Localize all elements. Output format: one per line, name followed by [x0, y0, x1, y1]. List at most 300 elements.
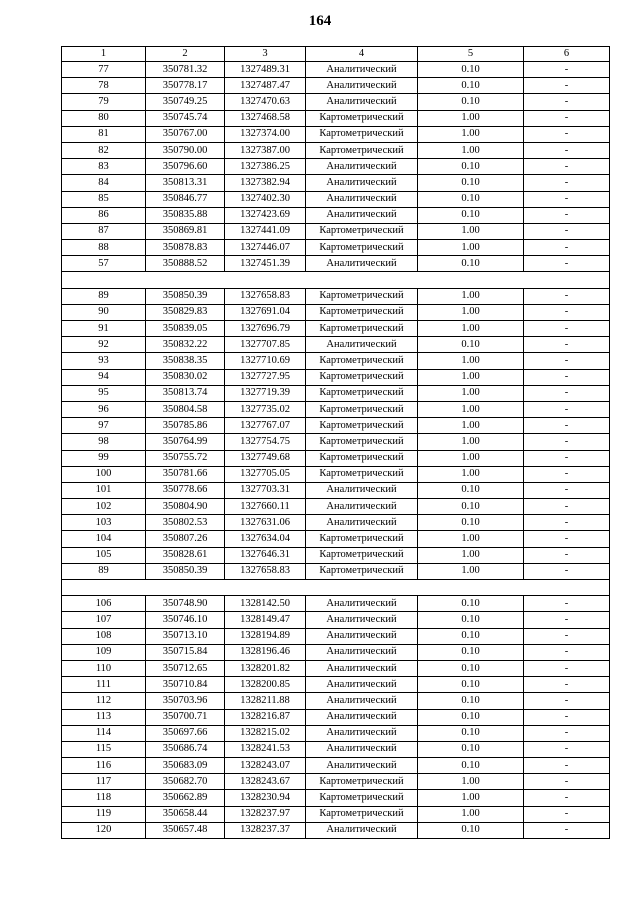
table-row [62, 304, 610, 320]
table-cell: 1.00 [418, 450, 524, 466]
header-cell: 2 [146, 47, 225, 62]
table-row [62, 709, 610, 725]
table-cell: Картометрический [306, 223, 418, 239]
table-cell: 350767.00 [146, 126, 225, 142]
table-cell: Аналитический [306, 159, 418, 175]
table-cell: 1327691.04 [225, 304, 306, 320]
table-cell: 350804.90 [146, 499, 225, 515]
table-cell: 350838.35 [146, 353, 225, 369]
header-cell: 1 [62, 47, 146, 62]
table-cell: 0.10 [418, 62, 524, 78]
table-cell: 1327374.00 [225, 126, 306, 142]
table-cell: 1328243.07 [225, 758, 306, 774]
table-row [62, 401, 610, 417]
table-cell: Картометрический [306, 288, 418, 304]
table-cell: 1328237.37 [225, 822, 306, 838]
table-cell: - [524, 240, 610, 256]
table-cell: Картометрический [306, 466, 418, 482]
table-cell: 1.00 [418, 142, 524, 158]
table-cell: 350755.72 [146, 450, 225, 466]
table-cell: 82 [62, 142, 146, 158]
table-cell: 0.10 [418, 660, 524, 676]
table-cell: Картометрический [306, 563, 418, 579]
table-cell: 350829.83 [146, 304, 225, 320]
table-cell: - [524, 774, 610, 790]
table-cell: 0.10 [418, 78, 524, 94]
table-cell: 114 [62, 725, 146, 741]
table-cell: 1.00 [418, 321, 524, 337]
table-cell: Аналитический [306, 499, 418, 515]
table-cell: 0.10 [418, 612, 524, 628]
table-cell: 0.10 [418, 693, 524, 709]
table-cell: 350715.84 [146, 644, 225, 660]
header-cell: 4 [306, 47, 418, 62]
table-cell: 350749.25 [146, 94, 225, 110]
table-cell: 1328243.67 [225, 774, 306, 790]
table-cell: 1.00 [418, 418, 524, 434]
table-cell: - [524, 256, 610, 272]
table-cell: 0.10 [418, 94, 524, 110]
table-row [62, 369, 610, 385]
header-cell: 3 [225, 47, 306, 62]
table-cell: - [524, 369, 610, 385]
table-cell: 1328196.46 [225, 644, 306, 660]
table-cell: Картометрический [306, 353, 418, 369]
table-cell: - [524, 304, 610, 320]
table-cell: 1327423.69 [225, 207, 306, 223]
table-cell: - [524, 709, 610, 725]
section-separator-row [62, 580, 610, 596]
table-row [62, 547, 610, 563]
table-cell: - [524, 563, 610, 579]
table-cell: 86 [62, 207, 146, 223]
table-row [62, 822, 610, 838]
table-row [62, 321, 610, 337]
table-cell: 1327470.63 [225, 94, 306, 110]
table-row [62, 385, 610, 401]
table-cell: Картометрический [306, 321, 418, 337]
table-row [62, 207, 610, 223]
table-cell: - [524, 159, 610, 175]
table-cell: Аналитический [306, 628, 418, 644]
table-cell: 1328142.50 [225, 596, 306, 612]
table-cell: 1327468.58 [225, 110, 306, 126]
table-cell: - [524, 321, 610, 337]
table-cell: 112 [62, 693, 146, 709]
table-cell: - [524, 596, 610, 612]
table-cell: 103 [62, 515, 146, 531]
table-cell: 1.00 [418, 369, 524, 385]
table-cell: 350790.00 [146, 142, 225, 158]
table-cell: 350850.39 [146, 288, 225, 304]
table-row [62, 191, 610, 207]
table-cell: Аналитический [306, 596, 418, 612]
table-row [62, 142, 610, 158]
table-cell: 0.10 [418, 758, 524, 774]
table-cell: 79 [62, 94, 146, 110]
table-cell: 109 [62, 644, 146, 660]
table-cell: 1327696.79 [225, 321, 306, 337]
table-cell: Картометрический [306, 806, 418, 822]
table-cell: 1.00 [418, 806, 524, 822]
table-cell: Аналитический [306, 256, 418, 272]
table-cell: 350828.61 [146, 547, 225, 563]
table-cell: 350657.48 [146, 822, 225, 838]
table-cell: Картометрический [306, 369, 418, 385]
header-cell: 5 [418, 47, 524, 62]
table-row [62, 418, 610, 434]
table-cell: 0.10 [418, 596, 524, 612]
table-row [62, 256, 610, 272]
table-cell: 350764.99 [146, 434, 225, 450]
coordinates-table [61, 46, 610, 839]
table-cell: Картометрический [306, 434, 418, 450]
table-cell: 0.10 [418, 159, 524, 175]
table-cell: - [524, 353, 610, 369]
table-cell: 0.10 [418, 725, 524, 741]
table-cell: 350832.22 [146, 337, 225, 353]
table-row [62, 563, 610, 579]
header-cell: 6 [524, 47, 610, 62]
table-cell: Картометрический [306, 450, 418, 466]
table-cell: - [524, 62, 610, 78]
table-row [62, 126, 610, 142]
table-cell: Аналитический [306, 725, 418, 741]
table-cell: 1.00 [418, 240, 524, 256]
table-cell: Аналитический [306, 191, 418, 207]
table-cell: 1328237.97 [225, 806, 306, 822]
table-cell: - [524, 175, 610, 191]
table-body [62, 47, 610, 839]
table-cell: 87 [62, 223, 146, 239]
table-row [62, 660, 610, 676]
table-cell: - [524, 337, 610, 353]
table-cell: 1327451.39 [225, 256, 306, 272]
table-cell: Картометрический [306, 547, 418, 563]
table-cell: - [524, 499, 610, 515]
table-cell: 104 [62, 531, 146, 547]
table-cell: - [524, 434, 610, 450]
table-row [62, 110, 610, 126]
table-cell: 350703.96 [146, 693, 225, 709]
table-cell: Аналитический [306, 62, 418, 78]
table-cell: 1.00 [418, 223, 524, 239]
table-cell: Аналитический [306, 709, 418, 725]
table-cell: - [524, 547, 610, 563]
table-cell: 1327446.07 [225, 240, 306, 256]
table-cell: 111 [62, 677, 146, 693]
table-cell: 350813.74 [146, 385, 225, 401]
table-cell: 1328200.85 [225, 677, 306, 693]
table-cell: 1327749.68 [225, 450, 306, 466]
table-cell: 84 [62, 175, 146, 191]
table-cell: 0.10 [418, 741, 524, 757]
table-cell: 0.10 [418, 482, 524, 498]
table-row [62, 790, 610, 806]
table-cell: 0.10 [418, 191, 524, 207]
table-cell: 1327727.95 [225, 369, 306, 385]
table-cell: - [524, 110, 610, 126]
table-cell: 108 [62, 628, 146, 644]
table-cell: Картометрический [306, 790, 418, 806]
table-cell: Картометрический [306, 531, 418, 547]
table-row [62, 628, 610, 644]
table-row [62, 94, 610, 110]
table-cell: Аналитический [306, 677, 418, 693]
table-cell: - [524, 677, 610, 693]
table-cell: 350746.10 [146, 612, 225, 628]
table-cell: 78 [62, 78, 146, 94]
table-cell: 350869.81 [146, 223, 225, 239]
table-cell: 1.00 [418, 353, 524, 369]
table-cell: Картометрический [306, 385, 418, 401]
table-cell: - [524, 758, 610, 774]
table-cell: 350785.86 [146, 418, 225, 434]
table-row [62, 806, 610, 822]
table-cell: Аналитический [306, 822, 418, 838]
table-row [62, 741, 610, 757]
table-cell: 0.10 [418, 207, 524, 223]
table-cell: 350878.83 [146, 240, 225, 256]
table-cell: - [524, 531, 610, 547]
table-cell: 350804.58 [146, 401, 225, 417]
table-cell: 350745.74 [146, 110, 225, 126]
table-cell: 350830.02 [146, 369, 225, 385]
table-cell: 92 [62, 337, 146, 353]
table-cell: 350781.32 [146, 62, 225, 78]
table-cell: - [524, 450, 610, 466]
table-cell: 350712.65 [146, 660, 225, 676]
table-cell: Картометрический [306, 142, 418, 158]
table-row [62, 677, 610, 693]
table-cell: 350781.66 [146, 466, 225, 482]
table-cell: 350700.71 [146, 709, 225, 725]
table-cell: Аналитический [306, 515, 418, 531]
table-cell: 1327767.07 [225, 418, 306, 434]
table-cell: 98 [62, 434, 146, 450]
table-cell: 110 [62, 660, 146, 676]
table-cell: - [524, 790, 610, 806]
table-cell: 101 [62, 482, 146, 498]
table-row [62, 596, 610, 612]
table-cell: Картометрический [306, 110, 418, 126]
table-cell: 1327735.02 [225, 401, 306, 417]
table-cell: 0.10 [418, 677, 524, 693]
table-cell: 1327705.05 [225, 466, 306, 482]
table-cell: 96 [62, 401, 146, 417]
table-cell: 350835.88 [146, 207, 225, 223]
table-cell: 0.10 [418, 628, 524, 644]
table-cell: 81 [62, 126, 146, 142]
table-cell: 1.00 [418, 385, 524, 401]
table-cell: 102 [62, 499, 146, 515]
table-cell: 350778.17 [146, 78, 225, 94]
table-cell: 1327703.31 [225, 482, 306, 498]
table-cell: 105 [62, 547, 146, 563]
table-cell: 350713.10 [146, 628, 225, 644]
table-row [62, 337, 610, 353]
table-cell: 0.10 [418, 337, 524, 353]
table-cell: Аналитический [306, 94, 418, 110]
table-cell: 1.00 [418, 790, 524, 806]
table-cell: 1.00 [418, 288, 524, 304]
table-cell: 1327382.94 [225, 175, 306, 191]
table-cell: 95 [62, 385, 146, 401]
table-cell: 1.00 [418, 110, 524, 126]
table-cell: 77 [62, 62, 146, 78]
table-cell: 1327386.25 [225, 159, 306, 175]
table-cell: - [524, 822, 610, 838]
table-cell: 57 [62, 256, 146, 272]
table-cell: 1327719.39 [225, 385, 306, 401]
table-cell: 1328201.82 [225, 660, 306, 676]
section-separator-row [62, 272, 610, 288]
table-cell: - [524, 660, 610, 676]
table-cell: 117 [62, 774, 146, 790]
table-cell: Аналитический [306, 612, 418, 628]
table-cell: Картометрический [306, 774, 418, 790]
table-cell: 85 [62, 191, 146, 207]
table-cell: 350839.05 [146, 321, 225, 337]
table-row [62, 175, 610, 191]
table-cell: Аналитический [306, 660, 418, 676]
table-cell: 107 [62, 612, 146, 628]
table-cell: 0.10 [418, 499, 524, 515]
table-cell: 350846.77 [146, 191, 225, 207]
table-cell: Аналитический [306, 482, 418, 498]
table-cell: 350813.31 [146, 175, 225, 191]
table-cell: 350807.26 [146, 531, 225, 547]
table-cell: - [524, 94, 610, 110]
table-cell: - [524, 385, 610, 401]
table-cell: - [524, 191, 610, 207]
table-cell: 1.00 [418, 774, 524, 790]
header-row [62, 47, 610, 62]
table-cell: - [524, 806, 610, 822]
table-row [62, 62, 610, 78]
table-cell: 350802.53 [146, 515, 225, 531]
table-cell: 1.00 [418, 563, 524, 579]
table-cell: - [524, 725, 610, 741]
table-cell: 1328230.94 [225, 790, 306, 806]
table-cell: 118 [62, 790, 146, 806]
table-cell: 1.00 [418, 401, 524, 417]
table-cell: 1328194.89 [225, 628, 306, 644]
table-cell: 350686.74 [146, 741, 225, 757]
table-row [62, 644, 610, 660]
table-row [62, 725, 610, 741]
table-cell: 0.10 [418, 709, 524, 725]
table-cell: 350888.52 [146, 256, 225, 272]
table-row [62, 240, 610, 256]
table-cell: - [524, 515, 610, 531]
table-cell: 90 [62, 304, 146, 320]
table-cell: Аналитический [306, 693, 418, 709]
table-cell: 93 [62, 353, 146, 369]
table-cell: 1328211.88 [225, 693, 306, 709]
table-cell: - [524, 126, 610, 142]
table-cell: 91 [62, 321, 146, 337]
table-cell: - [524, 288, 610, 304]
table-row [62, 353, 610, 369]
page-number: 164 [308, 13, 332, 29]
table-cell: Картометрический [306, 401, 418, 417]
table-cell: 94 [62, 369, 146, 385]
table-cell: 99 [62, 450, 146, 466]
table-cell: 100 [62, 466, 146, 482]
table-cell: 1.00 [418, 531, 524, 547]
table-cell: Картометрический [306, 418, 418, 434]
table-cell: - [524, 628, 610, 644]
table-cell: - [524, 78, 610, 94]
table-cell: 1327658.83 [225, 563, 306, 579]
table-cell: - [524, 207, 610, 223]
table-cell: Аналитический [306, 337, 418, 353]
table-cell: Аналитический [306, 207, 418, 223]
table-row [62, 482, 610, 498]
table-cell: 106 [62, 596, 146, 612]
table-cell: 1327646.31 [225, 547, 306, 563]
table-cell: 97 [62, 418, 146, 434]
table-cell: 1.00 [418, 547, 524, 563]
table-cell: 1327487.47 [225, 78, 306, 94]
table-row [62, 434, 610, 450]
table-cell: - [524, 482, 610, 498]
table-cell: 88 [62, 240, 146, 256]
table-cell: 1327754.75 [225, 434, 306, 450]
table-cell: 1328241.53 [225, 741, 306, 757]
table-cell: - [524, 612, 610, 628]
table-cell: Аналитический [306, 175, 418, 191]
table-cell: - [524, 223, 610, 239]
table-row [62, 774, 610, 790]
table-cell: 1327707.85 [225, 337, 306, 353]
table-row [62, 450, 610, 466]
table-cell: 1327631.06 [225, 515, 306, 531]
table-cell: 1.00 [418, 434, 524, 450]
table-row [62, 531, 610, 547]
table-cell: 119 [62, 806, 146, 822]
table-cell: - [524, 741, 610, 757]
table-cell: 0.10 [418, 256, 524, 272]
table-cell: 89 [62, 288, 146, 304]
table-row [62, 223, 610, 239]
table-cell: 0.10 [418, 515, 524, 531]
table-cell: 350683.09 [146, 758, 225, 774]
table-row [62, 288, 610, 304]
table-cell: 1328215.02 [225, 725, 306, 741]
table-cell: 113 [62, 709, 146, 725]
table-cell: 1327489.31 [225, 62, 306, 78]
table-row [62, 78, 610, 94]
table-cell: - [524, 142, 610, 158]
table-cell: - [524, 418, 610, 434]
table-cell: Аналитический [306, 758, 418, 774]
table-cell: 80 [62, 110, 146, 126]
table-cell: 83 [62, 159, 146, 175]
table-cell: 350682.70 [146, 774, 225, 790]
table-cell: - [524, 401, 610, 417]
table-row [62, 758, 610, 774]
table-row [62, 612, 610, 628]
table-cell: 1328216.87 [225, 709, 306, 725]
table-cell: 1.00 [418, 304, 524, 320]
table-cell: 1.00 [418, 466, 524, 482]
table-cell: 350748.90 [146, 596, 225, 612]
table-cell: Картометрический [306, 126, 418, 142]
table-cell: 1327441.09 [225, 223, 306, 239]
table-cell: 1328149.47 [225, 612, 306, 628]
